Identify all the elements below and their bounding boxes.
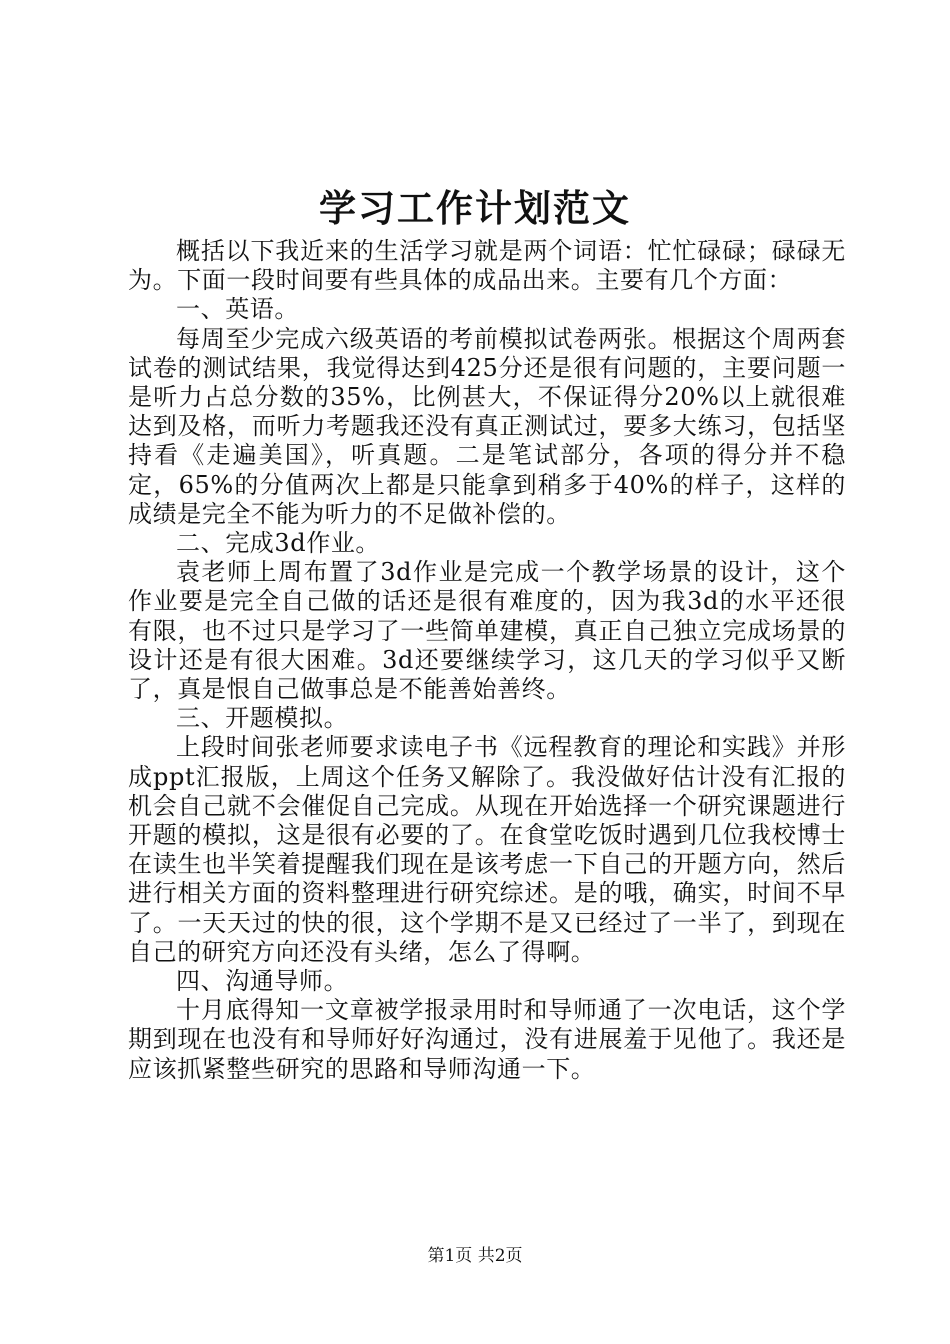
document-body xyxy=(128,237,846,1084)
heading-3d-homework: 二、完成3d作业。 xyxy=(176,529,381,558)
paragraph-intro: 概括以下我近来的生活学习就是两个词语：忙忙碌碌；碌碌无为。下面一段时间要有些具体的成品出来。主要有几个方面： xyxy=(128,237,846,295)
document-title: 学习工作计划范文 xyxy=(319,186,631,230)
paragraph-english: 每周至少完成六级英语的考前模拟试卷两张。根据这个周两套试卷的测试结果，我觉得达到425分还是很有问题的，主要问题一是听力占总分数的35%，比例甚大，不保证得分20%以上就很难达到及格，而听力考题我还没有真正测试过，要多大练习，包括坚持看《走遍美国》，听真题。二是笔试部分，各项的得分并不稳定，65%的分值两次上都是只能拿到稍多于40%的样子，这样的成绩是完全不能为听力的不足做补偿的。 xyxy=(128,324,846,528)
paragraph-proposal: 上段时间张老师要求读电子书《远程教育的理论和实践》并形成ppt汇报版，上周这个任务又解除了。我没做好估计没有汇报的机会自己就不会催促自己完成。从现在开始选择一个研究课题进行开题的模拟，这是很有必要的了。在食堂吃饭时遇到几位我校博士在读生也半笑着提醒我们现在是该考虑一下自己的开题方向，然后进行相关方面的资料整理进行研究综述。是的哦，确实，时间不早了。一天天过的快的很，这个学期不是又已经过了一半了，到现在自己的研究方向还没有头绪，怎么了得啊。 xyxy=(128,733,846,966)
heading-english: 一、英语。 xyxy=(176,295,299,324)
heading-advisor: 四、沟通导师。 xyxy=(176,967,349,996)
paragraph-advisor: 十月底得知一文章被学报录用时和导师通了一次电话，这个学期到现在也没有和导师好好沟通过，没有进展羞于见他了。我还是应该抓紧整些研究的思路和导师沟通一下。 xyxy=(128,996,846,1083)
heading-proposal: 三、开题模拟。 xyxy=(176,704,349,733)
paragraph-3d-homework: 袁老师上周布置了3d作业是完成一个教学场景的设计，这个作业要是完全自己做的话还是很有难度的，因为我3d的水平还很有限，也不过只是学习了一些简单建模，真正自己独立完成场景的设计还是有很大困难。3d还要继续学习，这几天的学习似乎又断了，真是恨自己做事总是不能善始善终。 xyxy=(128,558,846,704)
page-number-footer: 第1页 共2页 xyxy=(427,1246,523,1266)
